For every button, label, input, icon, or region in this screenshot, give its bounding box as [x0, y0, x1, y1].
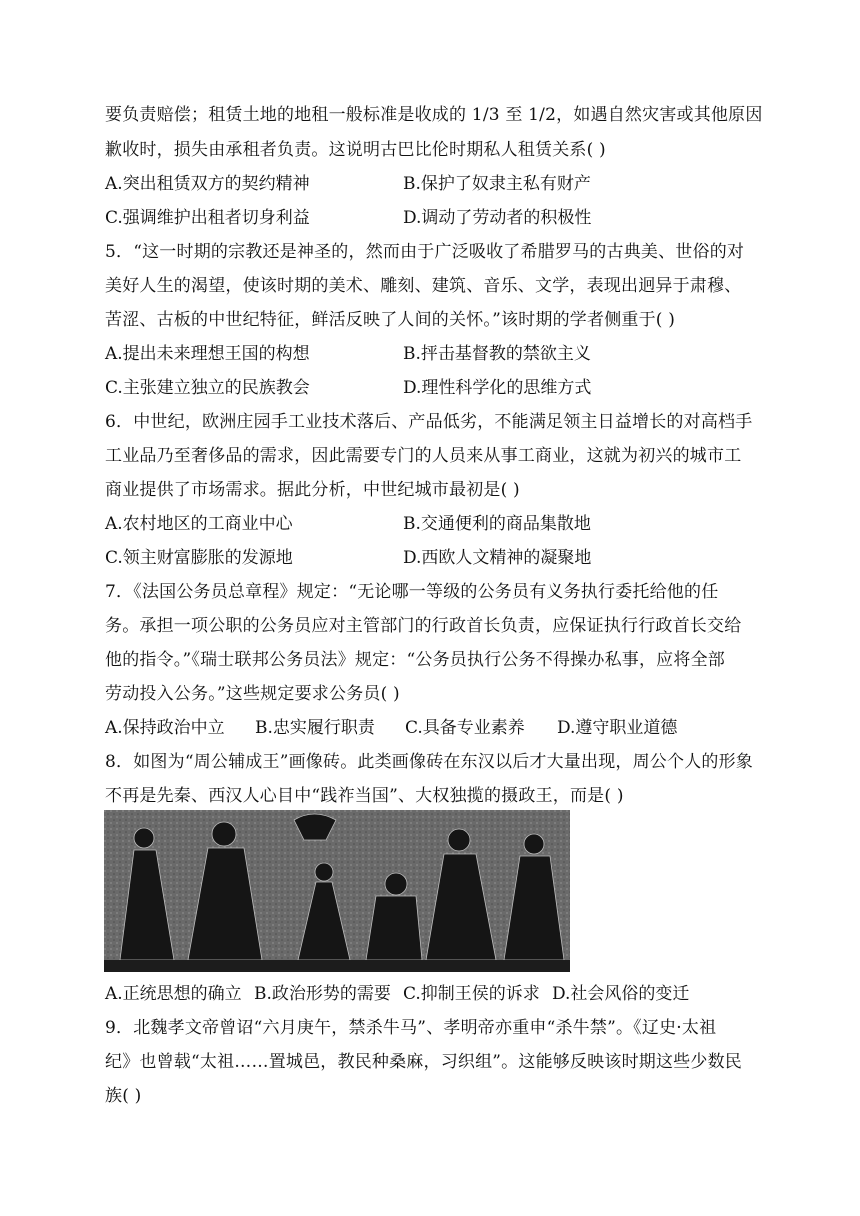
q7-text-line-1: 7．《法国公务员总章程》规定：“无论哪一等级的公务员有义务执行委托给他的任 [105, 582, 719, 602]
q4-option-a: A.突出租赁双方的契约精神 [105, 174, 310, 194]
q4-option-c: C.强调维护出租者切身利益 [105, 208, 310, 228]
q4-option-d: D.调动了劳动者的积极性 [403, 208, 592, 228]
q5-option-b: B.抨击基督教的禁欲主义 [403, 344, 591, 364]
q8-text-line-1: 8．如图为“周公辅成王”画像砖。此类画像砖在东汉以后才大量出现，周公个人的形象 [105, 752, 753, 772]
q5-option-d: D.理性科学化的思维方式 [403, 378, 592, 398]
q6-option-b: B.交通便利的商品集散地 [403, 514, 591, 534]
q6-text-line-2: 工业品乃至奢侈品的需求，因此需要专门的人员来从事工商业，这就为初兴的城市工 [105, 446, 742, 466]
q7-option-c: C.具备专业素养 [405, 718, 525, 738]
q9-text-line-2: 纪》也曾载“太祖……置城邑，教民种桑麻，习织组”。这能够反映该时期这些少数民 [105, 1052, 742, 1072]
q6-text-line-1: 6．中世纪，欧洲庄园手工业技术落后、产品低劣，不能满足领主日益增长的对高档手 [105, 412, 753, 432]
q5-option-c: C.主张建立独立的民族教会 [105, 378, 310, 398]
q7-text-line-4: 劳动投入公务。”这些规定要求公务员( ) [105, 684, 400, 704]
q8-option-a: A.正统思想的确立 [105, 984, 242, 1004]
q4-text-line-2: 歉收时，损失由承租者负责。这说明古巴比伦时期私人租赁关系( ) [105, 140, 606, 160]
q8-option-c: C.抑制王侯的诉求 [403, 984, 540, 1004]
q7-text-line-2: 务。承担一项公职的公务员应对主管部门的行政首长负责，应保证执行行政首长交给 [105, 616, 742, 636]
q8-text-line-2: 不再是先秦、西汉人心目中“践祚当国”、大权独揽的摄政王，而是( ) [105, 786, 624, 806]
zhougong-brick-image [104, 810, 570, 972]
q8-option-b: B.政治形势的需要 [254, 984, 391, 1004]
q6-text-line-3: 商业提供了市场需求。据此分析，中世纪城市最初是( ) [105, 480, 520, 500]
q4-option-b: B.保护了奴隶主私有财产 [403, 174, 591, 194]
q5-text-line-2: 美好人生的渴望，使该时期的美术、雕刻、建筑、音乐、文学，表现出迥异于肃穆、 [105, 276, 742, 296]
q6-option-d: D.西欧人文精神的凝聚地 [403, 548, 592, 568]
q7-text-line-3: 他的指令。”《瑞士联邦公务员法》规定：“公务员执行公务不得操办私事，应将全部 [105, 650, 725, 670]
q6-option-a: A.农村地区的工商业中心 [105, 514, 293, 534]
q8-option-d: D.社会风俗的变迁 [552, 984, 690, 1004]
q7-option-d: D.遵守职业道德 [557, 718, 678, 738]
q5-text-line-1: 5．“这一时期的宗教还是神圣的，然而由于广泛吸收了希腊罗马的古典美、世俗的对 [105, 242, 745, 262]
q5-option-a: A.提出未来理想王国的构想 [105, 344, 310, 364]
q5-text-line-3: 苦涩、古板的中世纪特征，鲜活反映了人间的关怀。”该时期的学者侧重于( ) [105, 310, 676, 330]
q7-option-b: B.忠实履行职责 [255, 718, 375, 738]
q9-text-line-1: 9．北魏孝文帝曾诏“六月庚午，禁杀牛马”、孝明帝亦重申“杀牛禁”。《辽史·太祖 [105, 1018, 717, 1038]
q6-option-c: C.领主财富膨胀的发源地 [105, 548, 293, 568]
q9-text-line-3: 族( ) [105, 1086, 142, 1106]
q4-text-line-1: 要负责赔偿；租赁土地的地租一般标准是收成的 1/3 至 1/2，如遇自然灾害或其他原因 [105, 105, 763, 125]
q7-option-a: A.保持政治中立 [105, 718, 225, 738]
